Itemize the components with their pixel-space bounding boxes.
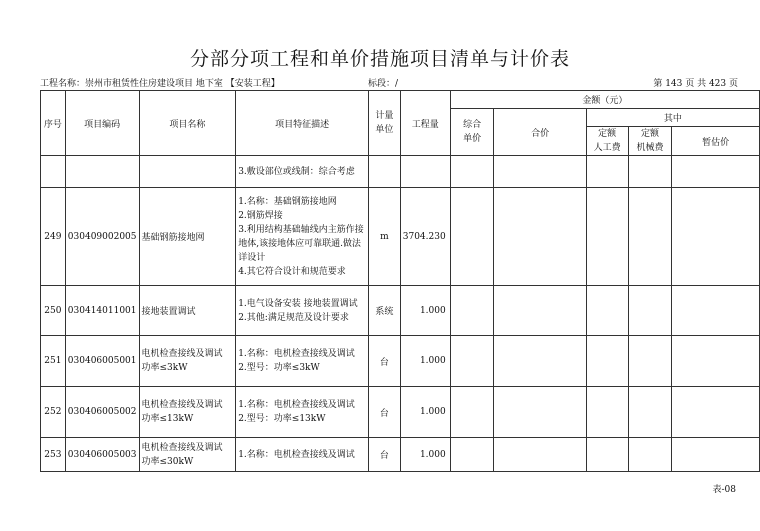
desc-line: 3.敷设部位或线制：综合考虑 (238, 166, 355, 177)
cell-qty (400, 156, 450, 188)
table-row (41, 188, 760, 286)
header-labor-line1: 定额 (598, 129, 617, 139)
cell-desc (236, 438, 369, 472)
cell-code: 030414011001 (65, 286, 139, 336)
header-qty: 工程量 (400, 91, 450, 156)
cell-desc (236, 188, 369, 286)
table-row (41, 438, 760, 472)
header-code: 项目编码 (65, 91, 139, 156)
cell-code: 030406005001 (65, 336, 139, 387)
cell-qty: 1.000 (400, 286, 450, 336)
cell-unit: 台 (369, 438, 401, 472)
header-desc: 项目特征描述 (236, 91, 369, 156)
cell-machinery (628, 387, 672, 438)
header-machinery (628, 127, 672, 156)
header-amount: 金额（元） (450, 91, 759, 109)
cell-seq: 250 (41, 286, 66, 336)
cell-name: 接地装置调试 (139, 286, 236, 336)
cell-qty: 1.000 (400, 438, 450, 472)
cell-name: 基础钢筋接地网 (139, 188, 236, 286)
project-name: 工程名称：崇州市租赁性住房建设项目 地下室 【安装工程】 (40, 79, 280, 89)
header-of-which: 其中 (586, 109, 759, 127)
cell-seq: 251 (41, 336, 66, 387)
cell-code: 030409002005 (65, 188, 139, 286)
cell-provisional (672, 156, 760, 188)
cell-desc (236, 156, 369, 188)
cell-composite (450, 336, 494, 387)
cell-desc (236, 336, 369, 387)
desc-line: 2.型号：功率≤3kW (238, 363, 320, 373)
cell-composite (450, 438, 494, 472)
cell-name: 电机检查接线及调试 功率≤13kW (139, 387, 236, 438)
section-label: 标段：/ (368, 79, 399, 89)
cell-machinery (628, 188, 672, 286)
cell-composite (450, 387, 494, 438)
header-labor (586, 127, 628, 156)
cell-qty: 3704.230 (400, 188, 450, 286)
header-machinery-line2: 机械费 (636, 143, 664, 153)
desc-line: 4.其它符合设计和规范要求 (238, 266, 346, 277)
cell-composite (450, 156, 494, 188)
cell-desc (236, 387, 369, 438)
desc-line: 1.名称：基础钢筋接地网 (238, 196, 337, 207)
desc-line: 2.型号：功率≤13kW (238, 414, 326, 424)
header-composite (450, 109, 494, 156)
cell-provisional (672, 286, 760, 336)
cell-qty: 1.000 (400, 387, 450, 438)
cell-seq: 253 (41, 438, 66, 472)
header-seq: 序号 (41, 91, 66, 156)
table-row (41, 156, 760, 188)
cell-machinery (628, 438, 672, 472)
cell-unit: 系统 (369, 286, 401, 336)
cell-labor (586, 188, 628, 286)
cell-labor (586, 438, 628, 472)
desc-line: 1.名称：电机检查接线及调试 (238, 449, 355, 460)
desc-line: 1.名称：电机检查接线及调试 (238, 349, 355, 359)
header-labor-line2: 人工费 (593, 143, 621, 153)
cell-name: 电机检查接线及调试 功率≤3kW (139, 336, 236, 387)
cell-total (494, 188, 586, 286)
cell-unit (369, 156, 401, 188)
cell-provisional (672, 336, 760, 387)
cell-provisional (672, 387, 760, 438)
cell-total (494, 336, 586, 387)
cell-seq: 249 (41, 188, 66, 286)
cell-unit: m (369, 188, 401, 286)
form-number: 表-08 (712, 485, 736, 495)
page-info: 第 143 页 共 423 页 (653, 79, 738, 89)
cell-name: 电机检查接线及调试 功率≤30kW (139, 438, 236, 472)
desc-line: 1.电气设备安装 接地装置调试 (238, 298, 358, 309)
desc-line: 2.其他:满足规范及设计要求 (238, 312, 349, 323)
cell-unit: 台 (369, 387, 401, 438)
desc-line: 2.钢筋焊接 (238, 210, 283, 221)
cell-code (65, 156, 139, 188)
cell-labor (586, 156, 628, 188)
table-row (41, 336, 760, 387)
header-composite-line1: 综合 (463, 120, 482, 130)
desc-line: 1.名称：电机检查接线及调试 (238, 400, 355, 410)
cell-provisional (672, 438, 760, 472)
page-title: 分部分项工程和单价措施项目清单与计价表 (189, 48, 570, 70)
header-unit-line1: 计量 (375, 111, 394, 121)
cell-machinery (628, 156, 672, 188)
cell-unit: 台 (369, 336, 401, 387)
cell-desc (236, 286, 369, 336)
cell-total (494, 438, 586, 472)
cell-seq (41, 156, 66, 188)
cell-composite (450, 286, 494, 336)
cell-total (494, 286, 586, 336)
cell-provisional (672, 188, 760, 286)
table-row (41, 286, 760, 336)
cell-labor (586, 387, 628, 438)
cell-qty: 1.000 (400, 336, 450, 387)
header-provisional: 暂估价 (672, 127, 760, 156)
header-total: 合价 (494, 109, 586, 156)
desc-line: 详设计 (238, 252, 266, 263)
cell-total (494, 387, 586, 438)
cell-code: 030406005002 (65, 387, 139, 438)
header-unit (369, 91, 401, 156)
table-row (41, 387, 760, 438)
cell-seq: 252 (41, 387, 66, 438)
cell-name (139, 156, 236, 188)
bill-of-quantities-table (40, 90, 760, 472)
cell-machinery (628, 286, 672, 336)
desc-line: 地体,该接地体应可靠联通.做法 (238, 238, 361, 249)
cell-code: 030406005003 (65, 438, 139, 472)
cell-machinery (628, 336, 672, 387)
cell-labor (586, 336, 628, 387)
cell-composite (450, 188, 494, 286)
header-unit-line2: 单位 (375, 125, 394, 135)
header-name: 项目名称 (139, 91, 236, 156)
header-composite-line2: 单价 (463, 134, 482, 144)
cell-labor (586, 286, 628, 336)
desc-line: 3.利用结构基础轴线内主筋作接 (238, 224, 364, 235)
header-machinery-line1: 定额 (640, 129, 659, 139)
cell-total (494, 156, 586, 188)
